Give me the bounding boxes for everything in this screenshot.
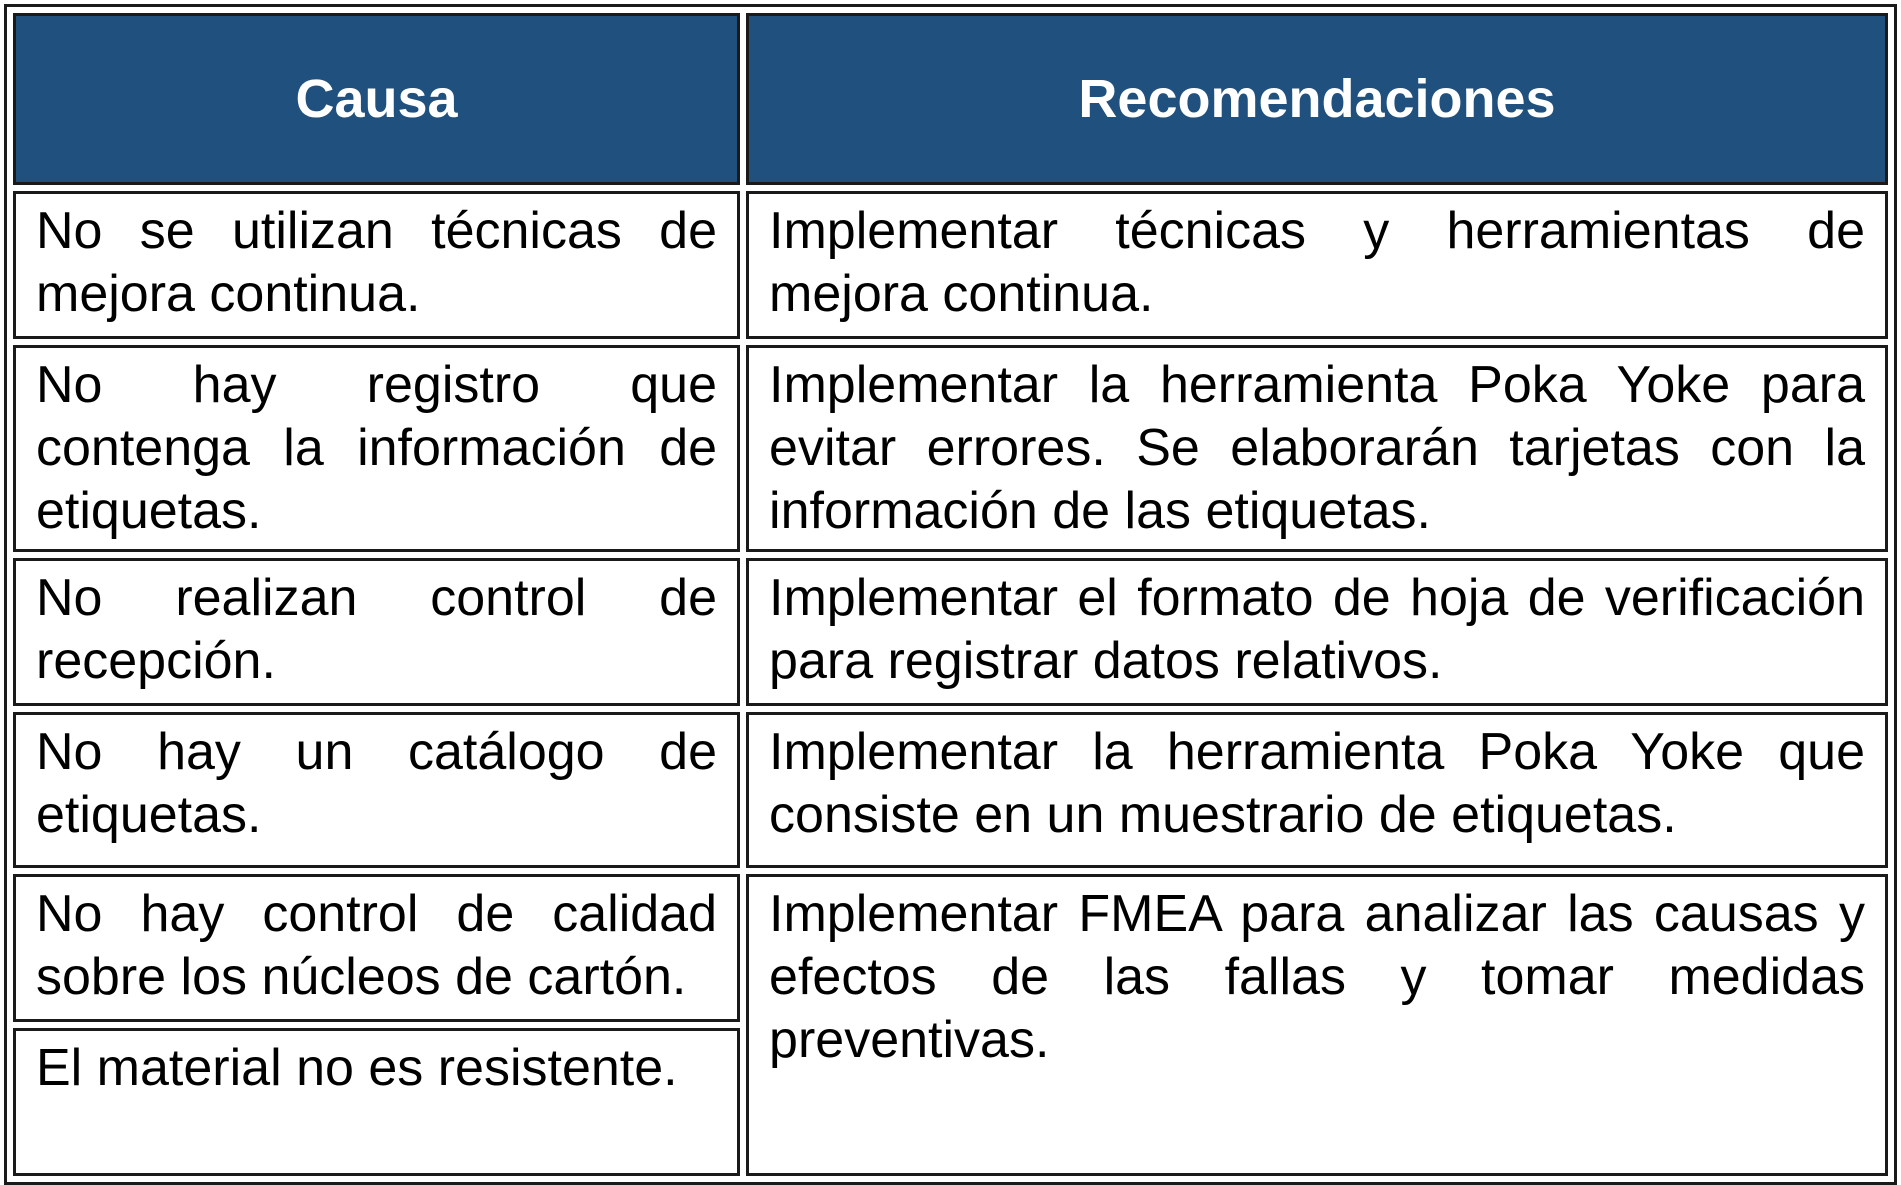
- recomendacion-cell: Implementar técnicas y herramientas de mejora continua.: [746, 191, 1888, 339]
- table-row: [13, 874, 1888, 1022]
- table-container: [4, 4, 1897, 1177]
- causa-cell: No hay registro que contenga la información de etiquetas.: [13, 345, 740, 552]
- causa-cell: No hay control de calidad sobre los núcleos de cartón.: [13, 874, 740, 1022]
- table-row: [13, 558, 1888, 706]
- recomendacion-cell: Implementar FMEA para analizar las causas y efectos de las fallas y tomar medidas preventivas.: [746, 874, 1888, 1176]
- header-row: [13, 13, 1888, 185]
- table-row: [13, 345, 1888, 552]
- causa-cell: No realizan control de recepción.: [13, 558, 740, 706]
- causes-recommendations-table: [4, 4, 1897, 1185]
- recomendacion-cell: Implementar el formato de hoja de verificación para registrar datos relativos.: [746, 558, 1888, 706]
- header-causa: Causa: [13, 13, 740, 185]
- table-row: [13, 712, 1888, 868]
- header-recomendaciones: Recomendaciones: [746, 13, 1888, 185]
- table-row: [13, 191, 1888, 339]
- causa-cell: No se utilizan técnicas de mejora continua.: [13, 191, 740, 339]
- recomendacion-cell: Implementar la herramienta Poka Yoke para evitar errores. Se elaborarán tarjetas con la información de las etiquetas.: [746, 345, 1888, 552]
- recomendacion-cell: Implementar la herramienta Poka Yoke que consiste en un muestrario de etiquetas.: [746, 712, 1888, 868]
- causa-cell: No hay un catálogo de etiquetas.: [13, 712, 740, 868]
- causa-cell: El material no es resistente.: [13, 1028, 740, 1176]
